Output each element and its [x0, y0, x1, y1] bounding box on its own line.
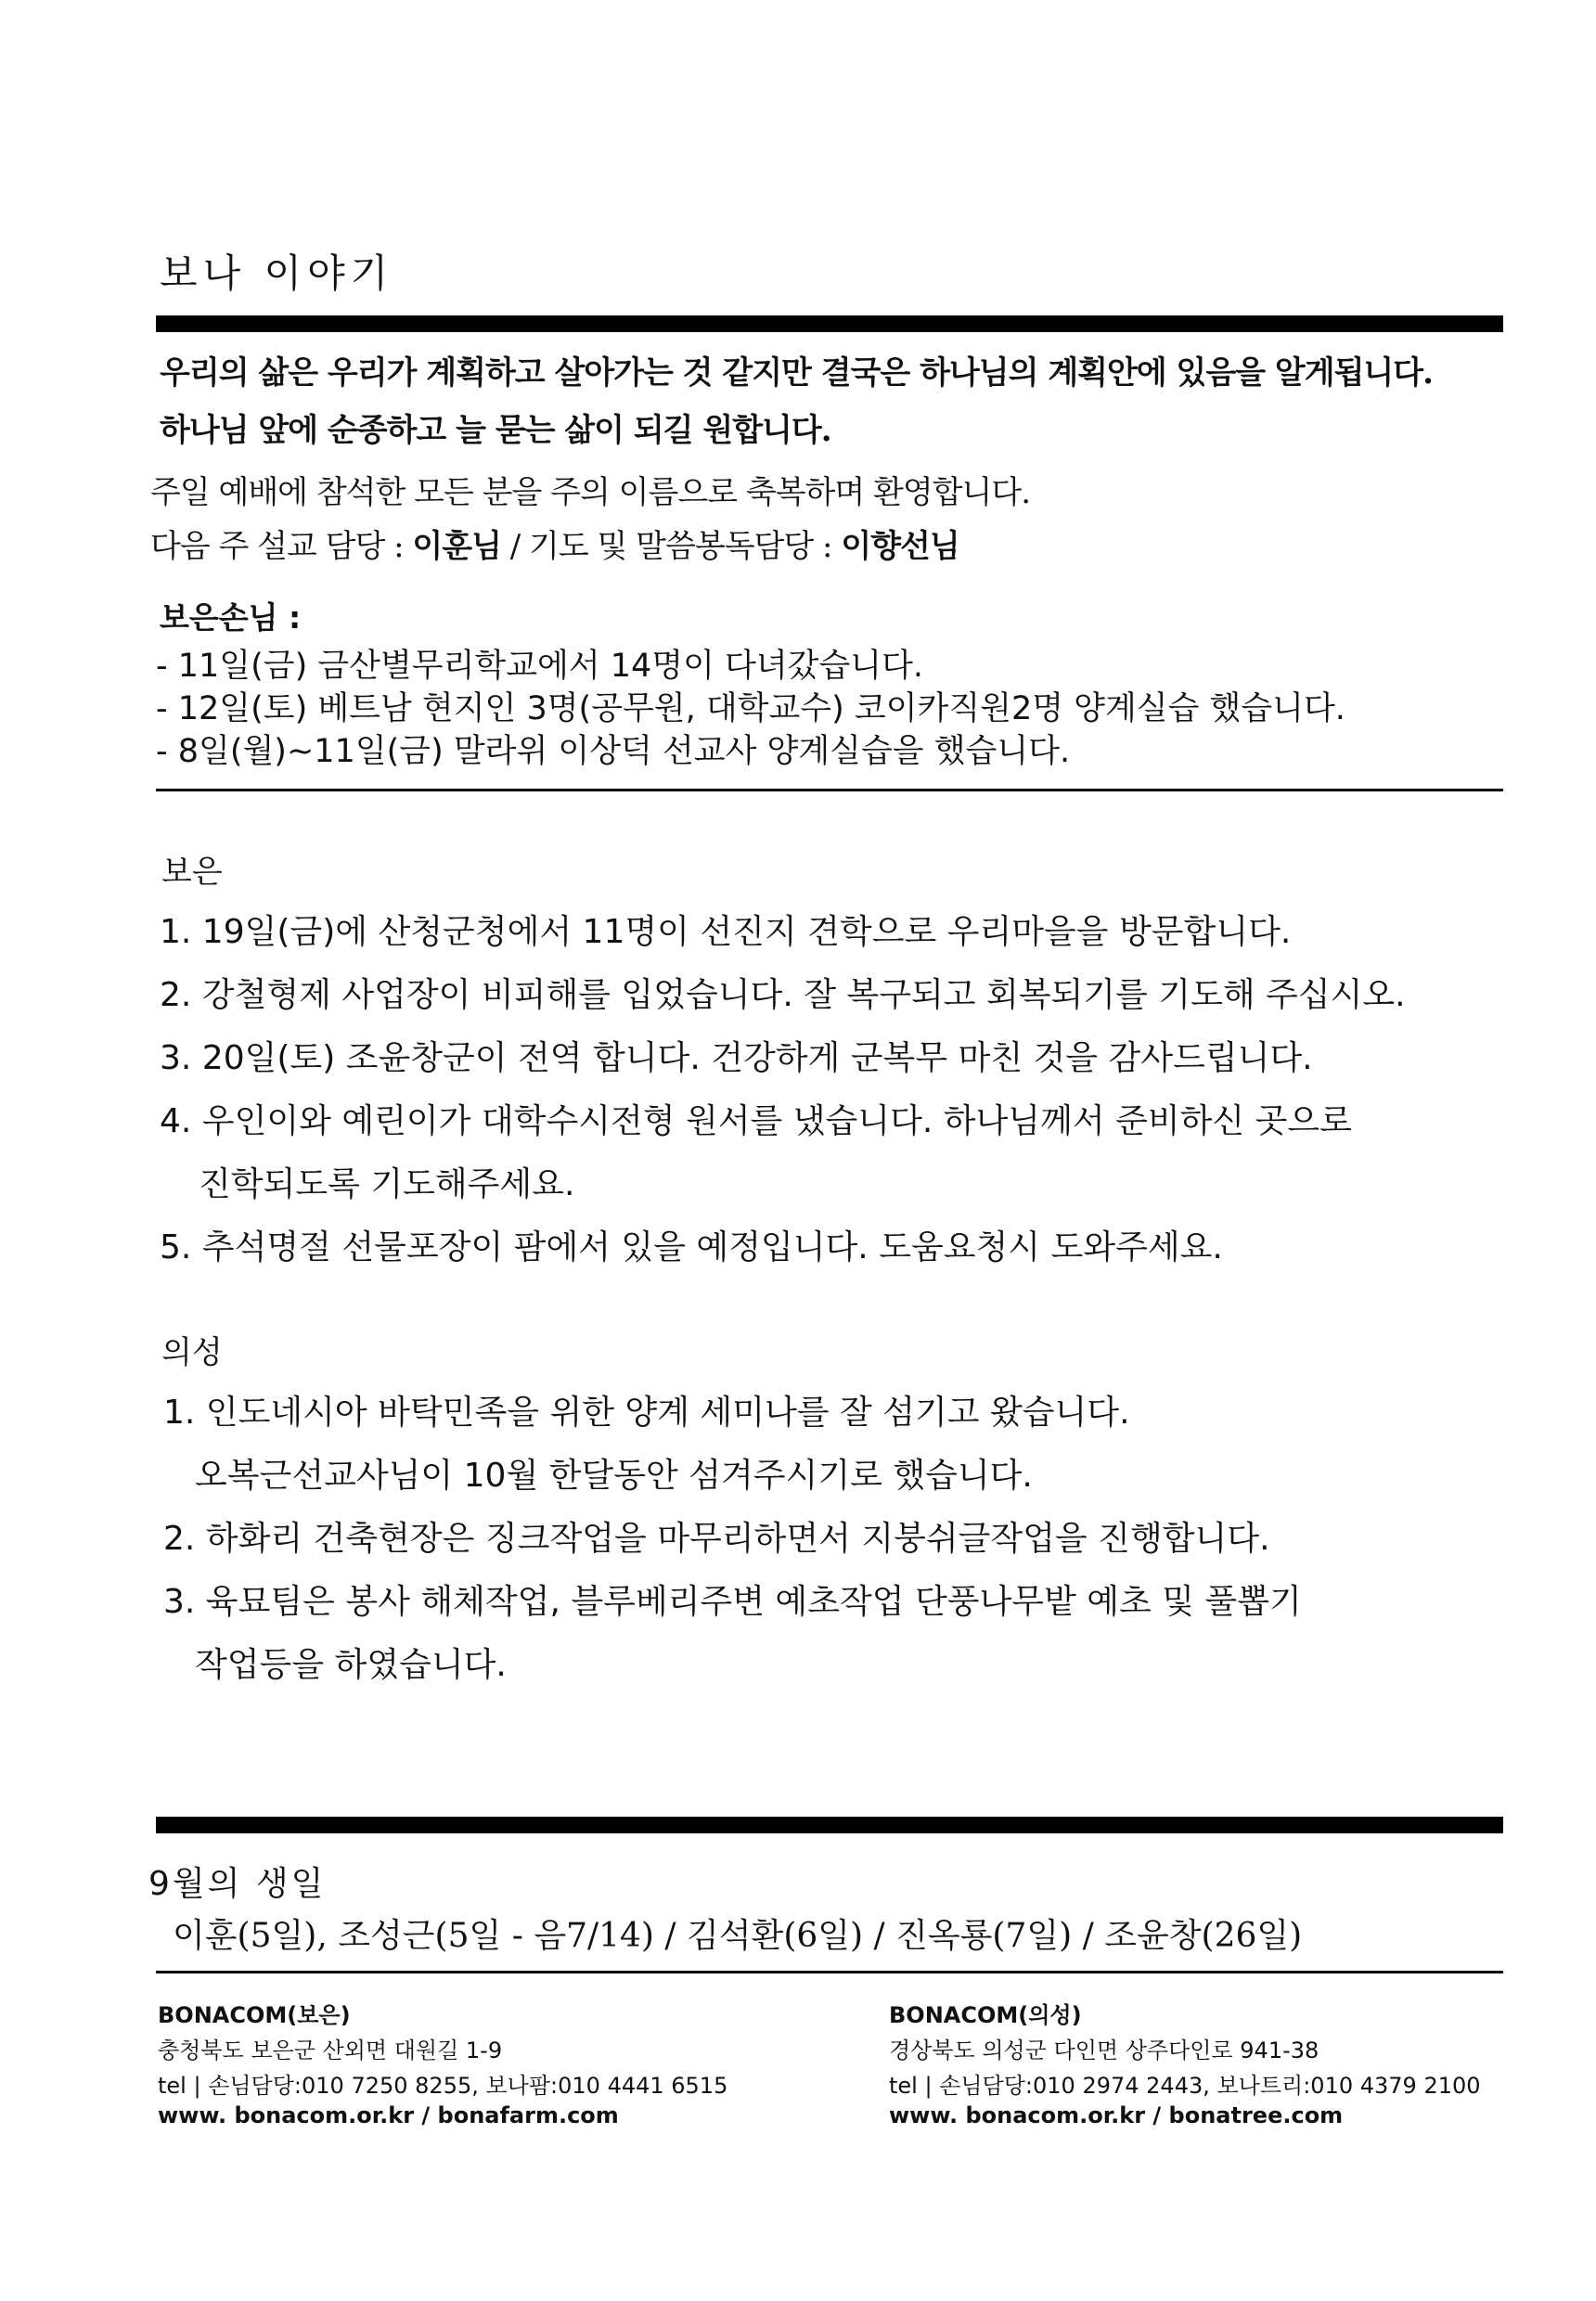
uiseong-item: 2. 하화리 건축현장은 징크작업을 마무리하면서 지붕쉬글작업을 진행합니다. [163, 1520, 1270, 1558]
welcome-text: 주일 예배에 참석한 모든 분을 주의 이름으로 축복하며 환영합니다. [150, 474, 1031, 511]
footer-right-name: BONACOM(의성) [889, 2002, 1082, 2028]
footer-right-address: 경상북도 의성군 다인면 상주다인로 941-38 [889, 2037, 1319, 2063]
boeun-item-continued: 진학되도록 기도해주세요. [199, 1165, 575, 1203]
uiseong-item-continued: 작업등을 하였습니다. [195, 1646, 507, 1684]
footer-right-tel: tel | 손님담당:010 2974 2443, 보나트리:010 4379 2100 [889, 2073, 1481, 2099]
boeun-item: 1. 19일(금)에 산청군청에서 11명이 선진지 견학으로 우리마을을 방문합니다. [160, 913, 1292, 951]
intro-bold-line-2: 하나님 앞에 순종하고 늘 묻는 삶이 되길 원합니다. [160, 412, 831, 449]
guests-label: 보은손님 : [160, 599, 302, 636]
uiseong-label: 의성 [161, 1334, 223, 1371]
boeun-item: 2. 강철형제 사업장이 비피해를 입었습니다. 잘 복구되고 회복되기를 기도해 주십시오. [160, 976, 1406, 1014]
guest-item: - 12일(토) 베트남 현지인 3명(공무원, 대학교수) 코이카직원2명 양계실습 했습니다. [156, 690, 1345, 727]
uiseong-item: 1. 인도네시아 바탁민족을 위한 양계 세미나를 잘 섬기고 왔습니다. [163, 1394, 1130, 1432]
guest-item: - 11일(금) 금산별무리학교에서 14명이 다녀갔습니다. [156, 648, 924, 685]
header-divider [156, 315, 1503, 332]
footer-left-address: 충청북도 보은군 산외면 대원길 1-9 [158, 2037, 503, 2063]
footer-left-name: BONACOM(보은) [158, 2002, 351, 2028]
guest-item: - 8일(월)~11일(금) 말라위 이상덕 선교사 양계실습을 했습니다. [156, 733, 1071, 770]
footer-right-web[interactable]: www. bonacom.or.kr / bonatree.com [889, 2102, 1344, 2128]
next-week-mid: / 기도 및 말씀봉독담당 : [500, 528, 842, 565]
page-title: 보나 이야기 [160, 251, 394, 296]
next-week-preacher: 이훈님 [412, 528, 501, 565]
boeun-item: 3. 20일(토) 조윤창군이 전역 합니다. 건강하게 군복무 마친 것을 감사드립니다. [160, 1039, 1313, 1077]
footer-divider [156, 1971, 1503, 1973]
next-week-duty [150, 521, 959, 566]
next-week-reader: 이향선님 [841, 528, 959, 565]
birthday-list: 이훈(5일), 조성근(5일 - 음7/14) / 김석환(6일) / 진옥룡(7일) / 조윤창(26일) [173, 1917, 1303, 1955]
uiseong-item-continued: 오복근선교사님이 10월 한달동안 섬겨주시기로 했습니다. [195, 1457, 1033, 1495]
footer-left-tel: tel | 손님담당:010 7250 8255, 보나팜:010 4441 6515 [158, 2073, 728, 2099]
section-divider [156, 789, 1503, 791]
next-week-prefix: 다음 주 설교 담당 : [150, 528, 413, 565]
birthday-title: 9월의 생일 [148, 1865, 327, 1903]
birthday-divider [156, 1817, 1503, 1833]
boeun-label: 보은 [161, 854, 223, 891]
footer-left-web[interactable]: www. bonacom.or.kr / bonafarm.com [158, 2102, 619, 2128]
uiseong-item: 3. 육묘팀은 봉사 해체작업, 블루베리주변 예초작업 단풍나무밭 예초 및 풀뽑기 [163, 1583, 1302, 1621]
intro-bold-line-1: 우리의 삶은 우리가 계획하고 살아가는 것 같지만 결국은 하나님의 계획안에 있음을 알게됩니다. [160, 354, 1433, 392]
boeun-item: 4. 우인이와 예린이가 대학수시전형 원서를 냈습니다. 하나님께서 준비하신 곳으로 [160, 1102, 1352, 1140]
boeun-item: 5. 추석명절 선물포장이 팜에서 있을 예정입니다. 도움요청시 도와주세요. [160, 1228, 1223, 1266]
